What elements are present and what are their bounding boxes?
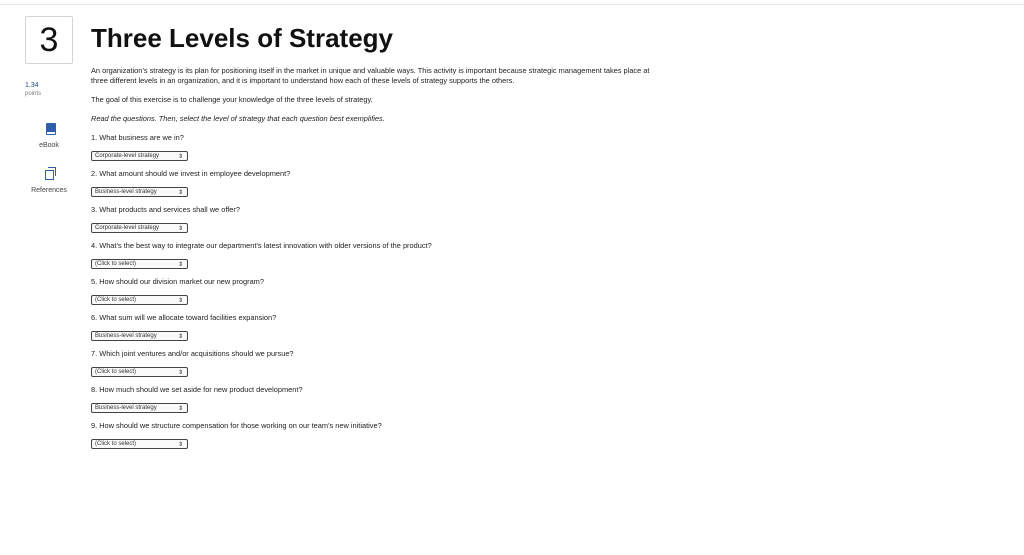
points-value: 1.34 bbox=[25, 82, 39, 89]
question-text: 7. Which joint ventures and/or acquisitions should we pursue? bbox=[91, 349, 294, 358]
question-text: 8. How much should we set aside for new product development? bbox=[91, 385, 303, 394]
updown-arrow-icon: ⇕ bbox=[177, 405, 183, 412]
dropdown-value: Business-level strategy bbox=[95, 189, 157, 195]
updown-arrow-icon: ⇕ bbox=[177, 369, 183, 376]
question-item bbox=[91, 169, 651, 198]
dropdown-value: (Click to select) bbox=[95, 441, 137, 447]
book-icon bbox=[46, 123, 56, 135]
points-label: points bbox=[25, 91, 42, 97]
references-button[interactable] bbox=[25, 150, 73, 195]
sidebar bbox=[25, 82, 73, 195]
references-label: References bbox=[31, 187, 67, 194]
dropdown-value: Business-level strategy bbox=[95, 405, 157, 411]
question-item bbox=[91, 205, 651, 234]
question-item bbox=[91, 241, 651, 270]
strategy-dropdown[interactable] bbox=[91, 403, 188, 413]
question-number: 3 bbox=[25, 16, 73, 64]
instructions-paragraph: Read the questions. Then, select the level of strategy that each question best exemplifies. bbox=[91, 114, 385, 123]
question-content bbox=[91, 22, 651, 457]
question-item bbox=[91, 313, 651, 342]
dropdown-value: Corporate-level strategy bbox=[95, 153, 160, 159]
question-item bbox=[91, 349, 651, 378]
strategy-dropdown[interactable] bbox=[91, 367, 188, 377]
page-title: Three Levels of Strategy bbox=[91, 23, 393, 53]
ebook-button[interactable] bbox=[25, 122, 73, 150]
question-item bbox=[91, 421, 651, 450]
updown-arrow-icon: ⇕ bbox=[177, 261, 183, 268]
question-item bbox=[91, 385, 651, 414]
goal-paragraph: The goal of this exercise is to challenge your knowledge of the three levels of strategy. bbox=[91, 95, 373, 104]
updown-arrow-icon: ⇕ bbox=[177, 441, 183, 448]
question-text: 6. What sum will we allocate toward facilities expansion? bbox=[91, 313, 277, 322]
question-text: 4. What’s the best way to integrate our department’s latest innovation with older versions of the product? bbox=[91, 241, 432, 250]
question-item bbox=[91, 277, 651, 306]
dropdown-value: (Click to select) bbox=[95, 369, 137, 375]
strategy-dropdown[interactable] bbox=[91, 259, 188, 269]
copy-icon bbox=[45, 170, 54, 180]
updown-arrow-icon: ⇕ bbox=[177, 297, 183, 304]
strategy-dropdown[interactable] bbox=[91, 439, 188, 449]
updown-arrow-icon: ⇕ bbox=[177, 333, 183, 340]
updown-arrow-icon: ⇕ bbox=[177, 225, 183, 232]
strategy-dropdown[interactable] bbox=[91, 151, 188, 161]
updown-arrow-icon: ⇕ bbox=[177, 189, 183, 196]
question-text: 2. What amount should we invest in employee development? bbox=[91, 169, 291, 178]
question-text: 5. How should our division market our new program? bbox=[91, 277, 264, 286]
question-text: 1. What business are we in? bbox=[91, 133, 184, 142]
strategy-dropdown[interactable] bbox=[91, 187, 188, 197]
question-text: 3. What products and services shall we offer? bbox=[91, 205, 240, 214]
ebook-label: eBook bbox=[39, 142, 59, 149]
top-divider bbox=[0, 4, 1024, 5]
intro-paragraph: An organization’s strategy is its plan for positioning itself in the market in unique and valuable ways. This activity is important because strategic management takes place at three different levels in an organization, and it is important to understand how each of these levels of strategy supports the others. bbox=[91, 66, 650, 85]
strategy-dropdown[interactable] bbox=[91, 331, 188, 341]
dropdown-value: (Click to select) bbox=[95, 261, 137, 267]
updown-arrow-icon: ⇕ bbox=[177, 153, 183, 160]
dropdown-value: Corporate-level strategy bbox=[95, 225, 160, 231]
question-text: 9. How should we structure compensation for those working on our team’s new initiative? bbox=[91, 421, 382, 430]
strategy-dropdown[interactable] bbox=[91, 295, 188, 305]
strategy-dropdown[interactable] bbox=[91, 223, 188, 233]
question-item bbox=[91, 133, 651, 162]
dropdown-value: Business-level strategy bbox=[95, 333, 157, 339]
dropdown-value: (Click to select) bbox=[95, 297, 137, 303]
